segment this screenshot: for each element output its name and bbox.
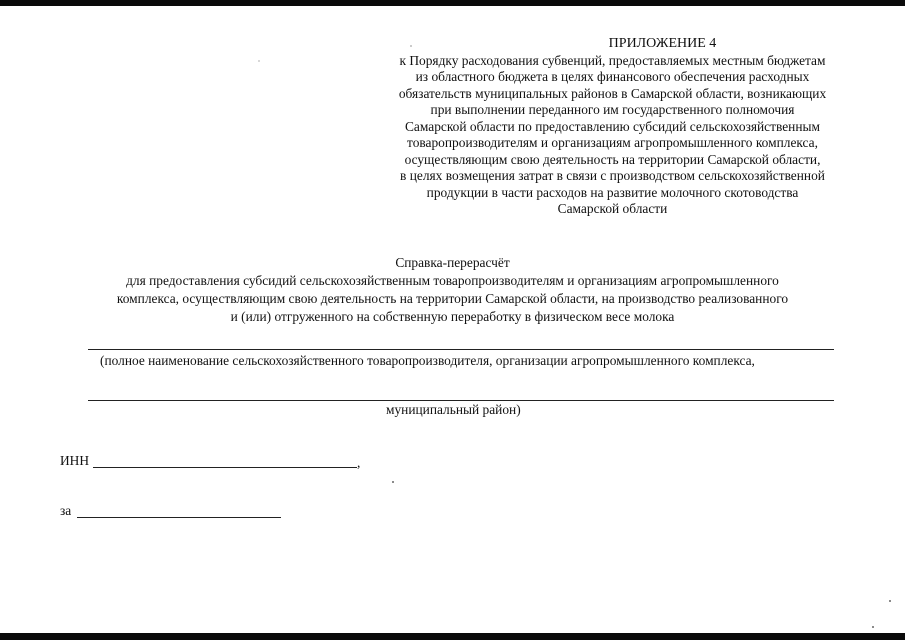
municipal-district-caption: муниципальный район) — [386, 402, 521, 417]
document-subtitle-line: и (или) отгруженного на собственную переработку в физическом весе молока — [230, 309, 675, 324]
scan-speck — [889, 600, 891, 602]
appendix-line: из областного бюджета в целях финансового обеспечения расходных — [415, 69, 810, 84]
period-label: за — [60, 503, 72, 518]
document-title-block — [40, 254, 865, 326]
scan-speck — [410, 45, 412, 47]
appendix-line: осуществляющим свою деятельность на территории Самарской области, — [404, 151, 821, 167]
appendix-line: к Порядку расходования субвенций, предоставляемых местным бюджетам — [399, 52, 826, 68]
document-subtitle-line: комплекса, осуществляющим свою деятельность на территории Самарской области, на производство реализованного — [116, 291, 789, 306]
appendix-line: обязательств муниципальных районов в Самарской области, возникающих — [398, 85, 827, 101]
scan-speck — [872, 626, 874, 628]
appendix-line: товаропроизводителям и организациям агропромышленного комплекса, — [407, 135, 818, 150]
appendix-line: продукции в части расходов на развитие молочного скотоводства — [426, 184, 799, 200]
organization-name-caption: (полное наименование сельскохозяйственного товаропроизводителя, организации агропромышленного комплекса, — [100, 353, 755, 368]
bottom-border — [0, 633, 905, 640]
top-border — [0, 0, 905, 6]
inn-field[interactable] — [93, 467, 357, 468]
appendix-header — [340, 36, 885, 218]
appendix-line: Самарской области — [557, 201, 668, 216]
organization-name-line[interactable] — [88, 349, 834, 350]
scan-speck — [258, 60, 260, 62]
appendix-line: Самарской области по предоставлению субсидий сельскохозяйственным — [405, 118, 820, 134]
appendix-title: ПРИЛОЖЕНИЕ 4 — [608, 36, 717, 51]
inn-label: ИНН — [60, 453, 90, 468]
period-field[interactable] — [77, 517, 281, 518]
inn-comma: , — [357, 455, 361, 470]
scan-speck — [392, 481, 394, 483]
appendix-line: при выполнении переданного им государственного полномочия — [430, 102, 795, 117]
document-title: Справка-перерасчёт — [395, 255, 510, 270]
municipal-district-line[interactable] — [88, 400, 834, 401]
document-subtitle-line: для предоставления субсидий сельскохозяйственным товаропроизводителям и организациям агропромышленного — [126, 273, 779, 288]
appendix-line: в целях возмещения затрат в связи с производством сельскохозяйственной — [400, 168, 825, 183]
